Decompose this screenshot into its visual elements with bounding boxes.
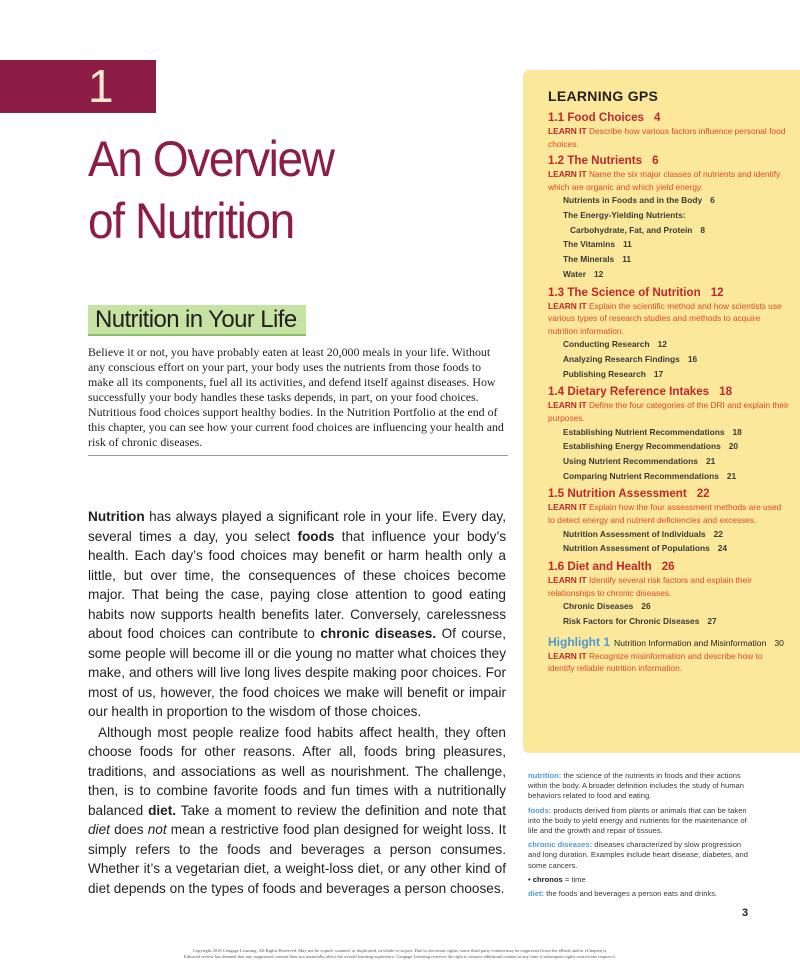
learning-gps-sections: [548, 110, 790, 629]
body-paragraph-2: [88, 723, 506, 899]
learn-it-label: LEARN IT: [548, 575, 587, 586]
gps-subtopic-page: 18: [732, 426, 742, 437]
gps-subtopic[interactable]: [548, 193, 790, 208]
gps-subtopic-label: Nutrition Assessment of Populations: [563, 543, 710, 554]
gps-learn-it: [548, 399, 790, 424]
glossary-definition: products derived from plants or animals that can be taken into the body to yield energy and nutrients for the maintenance of life and the growth and repair of tissues.: [528, 805, 747, 836]
gps-section: [548, 559, 790, 629]
body-text-run: Take a moment to review the definition and note that: [176, 802, 506, 818]
learn-it-text: Describe how various factors influence personal food choices.: [548, 126, 786, 149]
gps-section-heading[interactable]: [548, 153, 790, 168]
gps-subtopic-label: The Minerals: [563, 254, 615, 265]
gps-subtopic[interactable]: [548, 599, 790, 614]
glossary-definition: = time: [562, 874, 586, 884]
gps-subtopic[interactable]: [548, 252, 790, 267]
gps-subtopic[interactable]: [548, 527, 790, 542]
gps-subtopic-page: 24: [717, 543, 728, 554]
gps-subtopic-page: 12: [593, 268, 604, 279]
gps-subtopic-page: 21: [705, 456, 716, 467]
gps-section-heading[interactable]: [548, 110, 790, 125]
highlight-learn-it: [548, 650, 790, 675]
gps-section-heading[interactable]: [548, 285, 790, 300]
glossary-definition: diseases characterized by slow progression and long duration. Examples include heart disease, diabetes, and some cancers.: [528, 840, 748, 870]
gps-subtopic[interactable]: [548, 439, 790, 454]
gps-subtopic[interactable]: [548, 614, 790, 629]
gps-subtopic[interactable]: [548, 367, 790, 382]
gps-section-heading-text: 1.5 Nutrition Assessment: [548, 487, 687, 501]
gps-subtopic-label: Carbohydrate, Fat, and Protein: [570, 224, 693, 235]
gps-subtopic-label: Risk Factors for Chronic Diseases: [563, 615, 700, 626]
gps-subtopic[interactable]: [548, 267, 790, 282]
gps-section-page: 26: [661, 560, 675, 574]
glossary-definition: the foods and beverages a person eats and drinks.: [544, 889, 718, 899]
term-diet: diet.: [148, 802, 177, 818]
gps-subtopic-label: Establishing Nutrient Recommendations: [563, 426, 725, 437]
chapter-title: [88, 128, 456, 252]
learning-gps-panel: [523, 70, 800, 753]
intro-paragraph: Believe it or not, you have probably eaten at least 20,000 meals in your life. Without any conscious effort on your part, your body uses the nutrients from those foods to make all its components, fuel all its activities, and defend itself against diseases. How successfully your body handles these tasks depends, in part, on your food choices. Nutritious food choices support healthy bodies. In the Nutrition Portfolio at the end of this chapter, you can see how your current food choices are influencing your health and risk of chronic diseases.: [88, 345, 504, 449]
gps-section-page: 18: [719, 385, 733, 399]
glossary-term: nutrition:: [528, 771, 562, 780]
gps-subtopic-label: Chronic Diseases: [563, 601, 634, 612]
gps-subtopic-page: 16: [687, 354, 698, 365]
gps-subtopic[interactable]: [548, 352, 790, 367]
section-banner: Nutrition in Your Life: [88, 305, 306, 336]
gps-section-heading-text: 1.6 Diet and Health: [548, 560, 652, 574]
term-foods: foods: [297, 528, 335, 544]
learn-it-text: Name the six major classes of nutrients and identify which are organic and which yield energy.: [548, 169, 781, 192]
intro-divider: [88, 455, 508, 456]
gps-section: [548, 153, 790, 281]
gps-subtopic-label: The Energy-Yielding Nutrients:: [563, 210, 686, 221]
glossary-term: diet:: [528, 889, 545, 899]
learn-it-text: Identify several risk factors and explain their relationships to chronic diseases.: [548, 575, 752, 598]
gps-section-heading[interactable]: [548, 486, 790, 501]
gps-subtopic-page: 21: [726, 470, 737, 481]
gps-highlight: [548, 635, 790, 650]
highlight-label: Highlight 1: [548, 634, 610, 649]
learn-it-text: Explain how the four assessment methods are used to detect energy and nutrient deficiencies and excesses.: [548, 502, 782, 526]
body-text-run: that influence your body’s health. Each day’s food choices may benefit or harm health only a little, but over time, the consequences of these choices become major. That being the case, paying close attention to good eating habits now supports health benefits later. Conversely, carelessness about food choices can contribute to: [88, 528, 506, 641]
gps-section-page: 6: [652, 154, 659, 168]
gps-subtopic[interactable]: [548, 208, 790, 223]
gps-subtopic-label: Nutrients in Foods and in the Body: [563, 195, 703, 206]
learn-it-label: LEARN IT: [548, 502, 587, 513]
learn-it-text: Explain the scientific method and how scientists use various types of research studies and methods to acquire nutrition information.: [548, 300, 782, 336]
glossary-entry: [528, 771, 753, 802]
emphasis-diet: diet: [88, 822, 110, 837]
highlight-learn-it-text: Recognize misinformation and describe how to identify reliable nutrition information.: [548, 650, 763, 674]
gps-subtopic-page: 11: [622, 254, 632, 265]
learn-it-label: LEARN IT: [548, 650, 587, 661]
highlight-page: 30: [774, 637, 784, 648]
gps-subtopic-label: Water: [563, 268, 586, 279]
glossary-term: foods:: [528, 805, 552, 815]
gps-subtopic-page: 8: [700, 224, 706, 235]
gps-subtopic-page: 26: [641, 601, 651, 612]
learn-it-label: LEARN IT: [548, 126, 587, 136]
gps-learn-it: [548, 300, 790, 338]
body-text-run: does: [109, 822, 148, 837]
gps-subtopic-label: Comparing Nutrient Recommendations: [563, 470, 719, 481]
gps-section-page: 22: [696, 487, 710, 501]
gps-subtopic-label: Publishing Research: [563, 368, 646, 379]
gps-section-heading[interactable]: [548, 384, 790, 399]
gps-subtopic-label: Establishing Energy Recommendations: [563, 441, 721, 452]
gps-subtopic-page: 27: [707, 615, 717, 626]
copyright-notice: [60, 948, 740, 960]
gps-section-page: 4: [654, 111, 661, 124]
emphasis-not: not: [147, 822, 167, 837]
learning-gps-title: LEARNING GPS: [548, 88, 659, 104]
highlight-title: Nutrition Information and Misinformation: [614, 637, 767, 648]
glossary-entry: [528, 840, 753, 871]
gps-subtopic-label: The Vitamins: [563, 239, 615, 250]
gps-subtopic[interactable]: [548, 237, 790, 252]
gps-subtopic-page: 12: [657, 339, 667, 350]
gps-section-heading-text: 1.4 Dietary Reference Intakes: [548, 385, 710, 399]
body-text-run: mean a restrictive food plan designed for weight loss. It simply refers to the foods and beverages a person consumes. Whether it’s a vegetarian diet, a weight-loss diet, or any other kind of diet depends on the types of foods and beverages a person chooses.: [88, 822, 506, 896]
glossary-term: • chronos: [528, 874, 563, 884]
term-chronic-diseases: chronic diseases.: [320, 626, 437, 641]
gps-subtopic-page: 17: [653, 368, 664, 379]
gps-subtopic-page: 6: [710, 195, 715, 206]
gps-subtopic-page: 20: [728, 441, 739, 452]
body-text-run: Although most people realize food habits affect health, they often choose foods for other reasons. After all, foods bring pleasures, traditions, and associations as well as nourishment. The challenge, then, is to combine favorite foods and fun times with a nutritionally balanced: [88, 724, 506, 818]
glossary-term: chronic diseases:: [528, 840, 593, 850]
gps-learn-it: [548, 501, 790, 526]
copyright-line-2: Editorial review has deemed that any suppressed content does not materially affect the overall learning experience. Cengage Learning reserves the right to remove additional content at any time if subsequent rights restrictions require it.: [184, 954, 616, 959]
term-nutrition: Nutrition: [88, 509, 145, 524]
gps-subtopic[interactable]: [548, 337, 790, 352]
gps-section-page: 12: [710, 285, 724, 299]
gps-section: [548, 110, 790, 150]
gps-learn-it: [548, 574, 790, 599]
body-text: [88, 507, 506, 898]
glossary-entry: [528, 889, 753, 899]
learn-it-label: LEARN IT: [548, 400, 587, 411]
gps-subtopic-label: Using Nutrient Recommendations: [563, 456, 698, 467]
gps-subtopic[interactable]: [548, 454, 790, 469]
margin-glossary: [528, 771, 753, 903]
gps-learn-it: [548, 168, 790, 193]
gps-section-heading-text: 1.3 The Science of Nutrition: [548, 285, 701, 299]
glossary-entry: [528, 875, 753, 885]
gps-subtopic-label: Analyzing Research Findings: [563, 354, 680, 365]
chapter-title-line-2: of Nutrition: [88, 193, 294, 249]
gps-section-heading-text: 1.1 Food Choices: [548, 111, 644, 124]
gps-subtopic[interactable]: [548, 469, 790, 484]
gps-subtopic-page: 22: [713, 528, 723, 539]
learn-it-label: LEARN IT: [548, 300, 587, 311]
glossary-entry: [528, 806, 753, 837]
gps-subtopic-label: Conducting Research: [563, 339, 650, 350]
body-text-run: has always played a significant role in your life. Every day, several times a day, you select: [88, 509, 506, 544]
gps-section: [548, 486, 790, 556]
learn-it-label: LEARN IT: [548, 169, 587, 180]
copyright-line-1: Copyright 2016 Cengage Learning. All Rights Reserved. May not be copied, scanned, or duplicated, in whole or in part. Due to electronic rights, some third party content may be suppressed from the eBook and/or eChapter(s).: [192, 948, 608, 953]
gps-subtopic[interactable]: [548, 425, 790, 440]
glossary-definition: the science of the nutrients in foods and their actions within the body. A broader definition includes the study of human behaviors related to food and eating.: [528, 771, 744, 801]
gps-subtopic-page: 11: [622, 239, 632, 250]
learn-it-text: Define the four categories of the DRI and explain their purposes.: [548, 400, 789, 424]
chapter-number: 1: [88, 60, 114, 112]
body-text-run: Of course, some people will become ill or die young no matter what choices they make, and others will live long lives despite making poor choices. For most of us, however, the food choices we make will benefit or impair our health in proportion to the wisdom of those choices.: [88, 626, 507, 719]
gps-learn-it: [548, 125, 790, 150]
gps-subtopic[interactable]: [548, 223, 790, 238]
gps-section-heading-text: 1.2 The Nutrients: [548, 154, 643, 168]
gps-section: [548, 384, 790, 483]
gps-section-heading[interactable]: [548, 559, 790, 574]
gps-section: [548, 285, 790, 382]
chapter-number-tab: [0, 60, 156, 113]
gps-subtopic[interactable]: [548, 541, 790, 556]
body-paragraph-1: [88, 507, 506, 722]
page-number: 3: [742, 907, 749, 919]
gps-subtopic-label: Nutrition Assessment of Individuals: [563, 528, 706, 539]
chapter-title-line-1: An Overview: [88, 131, 334, 187]
